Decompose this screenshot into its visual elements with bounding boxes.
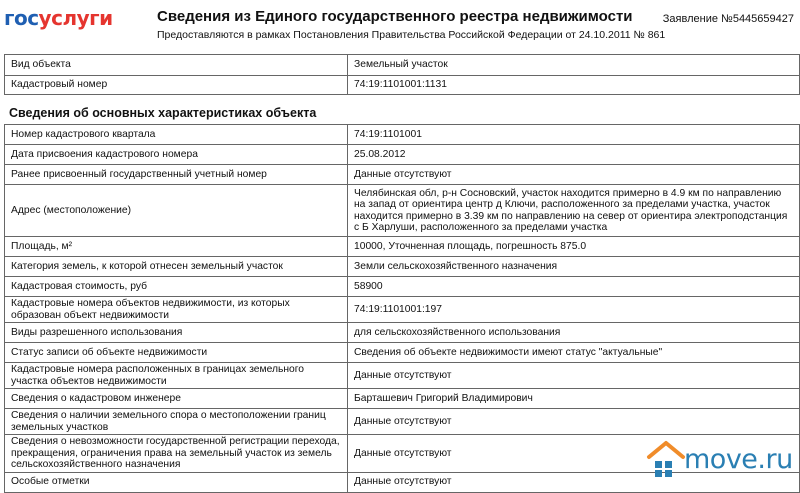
watermark-text: move.ru — [684, 444, 793, 475]
table-row — [5, 237, 800, 257]
table-row — [5, 297, 800, 323]
row-value: Данные отсутствуют — [348, 363, 800, 389]
row-label: Статус записи об объекте недвижимости — [5, 343, 348, 363]
row-label: Ранее присвоенный государственный учетный номер — [5, 165, 348, 185]
table-row — [5, 55, 800, 76]
row-label: Сведения о наличии земельного спора о местоположении границ земельных участков — [5, 409, 348, 435]
move-ru-watermark — [642, 436, 800, 487]
table-row — [5, 76, 800, 95]
row-value: 74:19:1101001:197 — [348, 297, 800, 323]
row-value: Челябинская обл, р-н Сосновский, участок находится примерно в 4.9 км по направлению на запад от ориентира центр д Ключи, расположенного за пределами участка, участок находится примерно в 3.39 км по направлению на север от ориентира электроподстанция с Б Харлуши, расположенного за пределами участка — [348, 185, 800, 237]
table-row — [5, 343, 800, 363]
row-value: Земельный участок — [348, 55, 800, 76]
table-row — [5, 323, 800, 343]
row-value: Барташевич Григорий Владимирович — [348, 389, 800, 409]
row-label: Сведения о кадастровом инженере — [5, 389, 348, 409]
row-value: Данные отсутствуют — [348, 165, 800, 185]
row-value: 10000, Уточненная площадь, погрешность 875.0 — [348, 237, 800, 257]
row-value: Данные отсутствуют — [348, 435, 800, 473]
document-title: Сведения из Единого государственного реестра недвижимости — [157, 8, 633, 25]
row-label: Кадастровая стоимость, руб — [5, 277, 348, 297]
row-label: Кадастровые номера объектов недвижимости, из которых образован объект недвижимости — [5, 297, 348, 323]
section-title: Сведения об основных характеристиках объекта — [9, 106, 317, 120]
row-label: Площадь, м² — [5, 237, 348, 257]
row-label: Сведения о невозможности государственной регистрации перехода, прекращения, ограничения права на земельный участок из земель сельскохозяйственного назначения — [5, 435, 348, 473]
row-value: 25.08.2012 — [348, 145, 800, 165]
document-subtitle: Предоставляются в рамках Постановления Правительства Российской Федерации от 24.10.2011 № 861 — [157, 29, 666, 41]
row-value: 58900 — [348, 277, 800, 297]
table-row — [5, 409, 800, 435]
gosuslugi-logo[interactable]: госуслуги — [4, 6, 113, 30]
table-row — [5, 185, 800, 237]
row-label: Вид объекта — [5, 55, 348, 76]
row-label: Кадастровые номера расположенных в границах земельного участка объектов недвижимости — [5, 363, 348, 389]
table-row — [5, 363, 800, 389]
table-row — [5, 125, 800, 145]
table-row — [5, 165, 800, 185]
table-row — [5, 277, 800, 297]
document-header — [0, 0, 800, 46]
statement-number: Заявление №5445659427 — [662, 13, 794, 25]
row-value: Данные отсутствуют — [348, 409, 800, 435]
row-label: Адрес (местоположение) — [5, 185, 348, 237]
row-label: Особые отметки — [5, 472, 348, 492]
row-label: Номер кадастрового квартала — [5, 125, 348, 145]
row-value: Земли сельскохозяйственного назначения — [348, 257, 800, 277]
table-row — [5, 257, 800, 277]
row-label: Виды разрешенного использования — [5, 323, 348, 343]
row-value: 74:19:1101001:1131 — [348, 76, 800, 95]
object-table — [4, 54, 800, 95]
table-row — [5, 145, 800, 165]
house-icon — [646, 439, 686, 481]
row-label: Дата присвоения кадастрового номера — [5, 145, 348, 165]
row-value: для сельскохозяйственного использования — [348, 323, 800, 343]
row-value: Сведения об объекте недвижимости имеют статус "актуальные" — [348, 343, 800, 363]
row-value: 74:19:1101001 — [348, 125, 800, 145]
row-label: Категория земель, к которой отнесен земельный участок — [5, 257, 348, 277]
row-label: Кадастровый номер — [5, 76, 348, 95]
table-row — [5, 389, 800, 409]
row-value: Данные отсутствуют — [348, 472, 800, 492]
